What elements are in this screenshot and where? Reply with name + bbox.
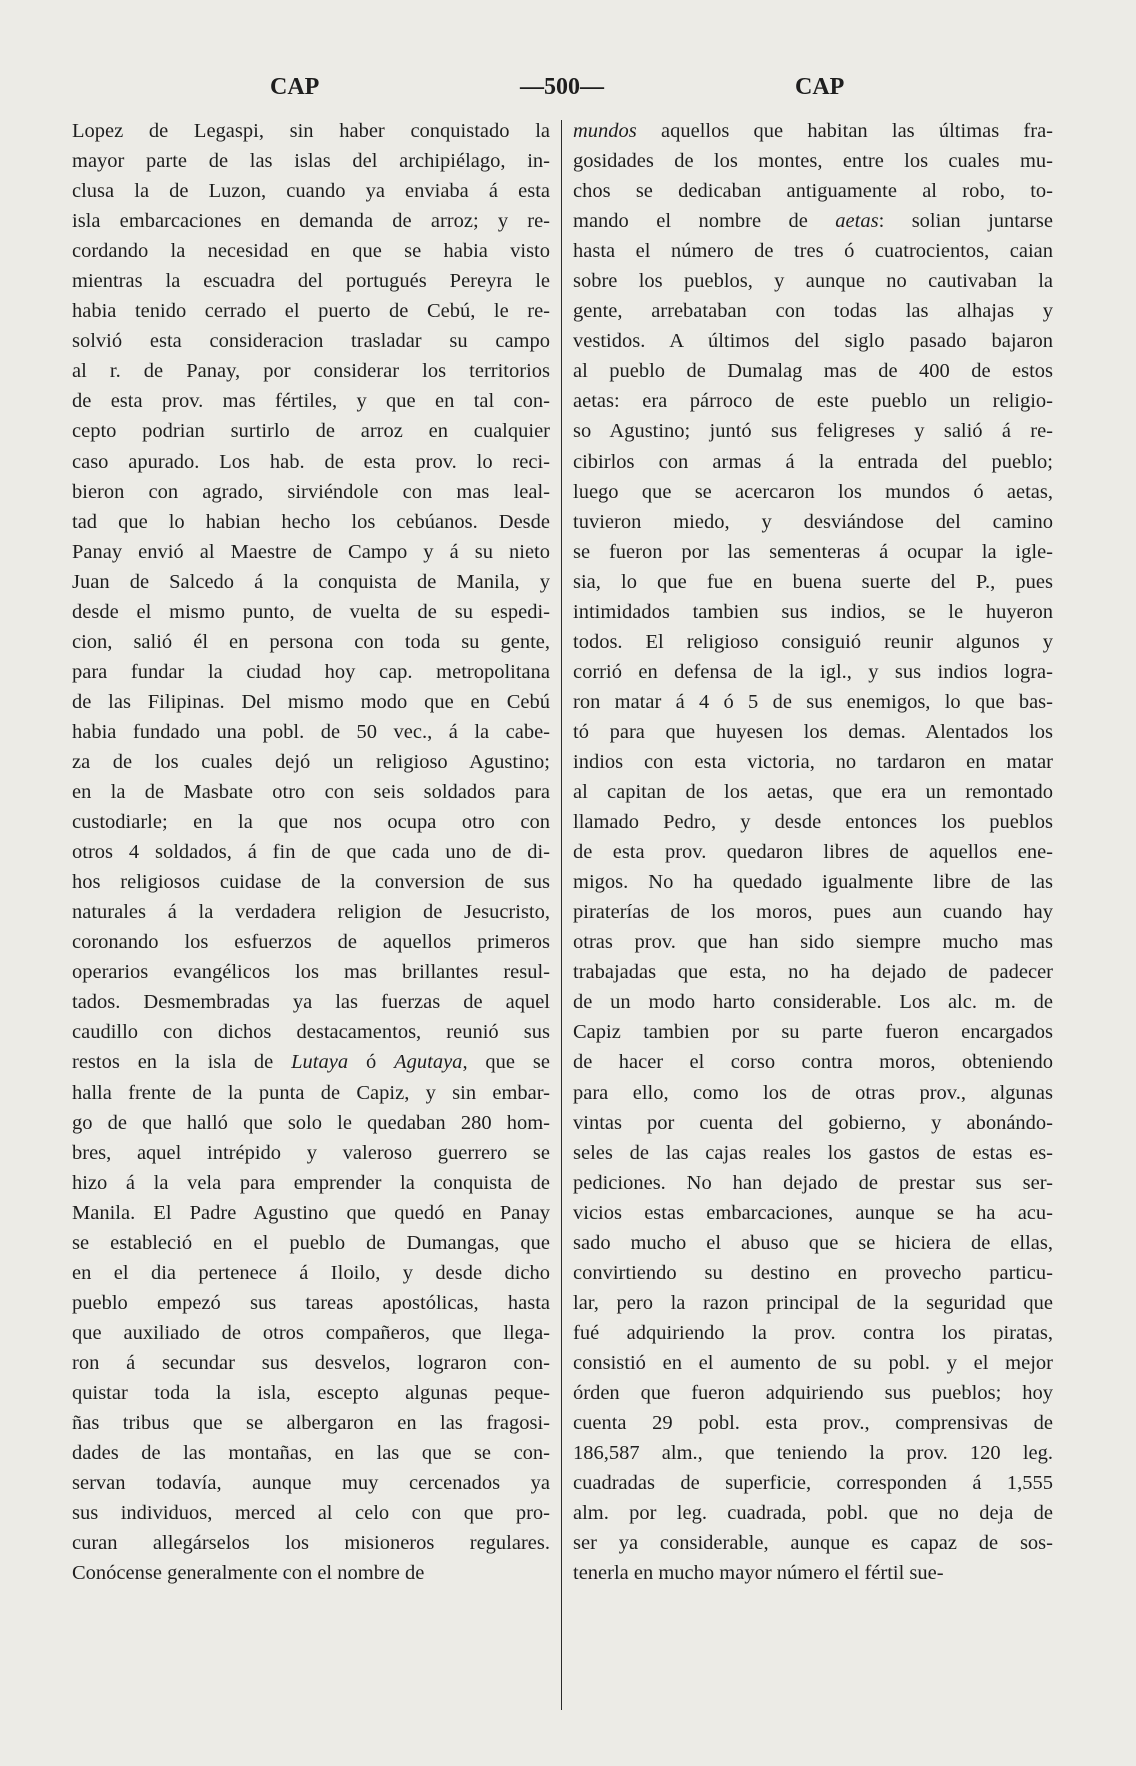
text-line: go de que halló que solo le quedaban 280 hom-	[72, 1111, 550, 1134]
text-line: hizo á la vela para emprender la conquista de	[72, 1171, 550, 1194]
text-line: convirtiendo su destino en provecho particu-	[573, 1261, 1053, 1284]
text-line: tuvieron miedo, y desviándose del camino	[573, 510, 1053, 533]
text-line: restos en la isla de Lutaya ó Agutaya, que se	[72, 1051, 550, 1074]
text-line: de esta prov. quedaron libres de aquellos ene-	[573, 841, 1053, 864]
text-line: otros 4 soldados, á fin de que cada uno de di-	[72, 841, 550, 864]
text-line: de esta prov. mas fértiles, y que en tal con-	[72, 390, 550, 413]
text-line: de las Filipinas. Del mismo modo que en Cebú	[72, 690, 550, 713]
text-line: tenerla en mucho mayor número el fértil sue-	[573, 1562, 944, 1585]
text-line: indios con esta victoria, no tardaron en matar	[573, 750, 1053, 773]
text-line: hasta el número de tres ó cuatrocientos, caian	[573, 240, 1053, 263]
text-line: coronando los esfuerzos de aquellos primeros	[72, 931, 550, 954]
text-line: bres, aquel intrépido y valeroso guerrero se	[72, 1141, 550, 1164]
text-line: naturales á la verdadera religion de Jesucristo,	[72, 901, 550, 924]
text-line: intimidados tambien sus indios, se le huyeron	[573, 600, 1053, 623]
text-line: corrió en defensa de la igl., y sus indios logra-	[573, 660, 1053, 683]
text-line: so Agustino; juntó sus feligreses y salió á re-	[573, 420, 1053, 443]
header-left-keyword: CAP	[270, 74, 320, 100]
text-line: ron á secundar sus desvelos, lograron con-	[72, 1351, 550, 1374]
text-line: za de los cuales dejó un religioso Agustino;	[72, 750, 550, 773]
text-line: custodiarle; en la que nos ocupa otro con	[72, 811, 550, 834]
text-line: al pueblo de Dumalag mas de 400 de estos	[573, 360, 1053, 383]
text-line: aetas: era párroco de este pueblo un religio-	[573, 390, 1053, 413]
text-line: órden que fueron adquiriendo sus pueblos; hoy	[573, 1381, 1053, 1404]
text-line: cuadradas de superficie, corresponden á 1,555	[573, 1472, 1053, 1495]
text-line: chos se dedicaban antiguamente al robo, to-	[573, 180, 1053, 203]
text-line: solvió esta consideracion trasladar su campo	[72, 330, 550, 353]
text-line: otras prov. que han sido siempre mucho mas	[573, 931, 1053, 954]
text-line: tados. Desmembradas ya las fuerzas de aquel	[72, 991, 550, 1014]
text-line: curan allegárselos los misioneros regulares.	[72, 1532, 550, 1555]
text-line: sado mucho el abuso que se hiciera de ellas,	[573, 1231, 1053, 1254]
text-line: cibirlos con armas á la entrada del pueblo;	[573, 450, 1053, 473]
text-line: alm. por leg. cuadrada, pobl. que no deja de	[573, 1502, 1053, 1525]
text-line: dades de las montañas, en las que se con-	[72, 1442, 550, 1465]
text-line: mando el nombre de aetas: solian juntarse	[573, 210, 1053, 233]
text-line: ñas tribus que se albergaron en las fragosi-	[72, 1412, 550, 1435]
text-line: migos. No ha quedado igualmente libre de las	[573, 871, 1053, 894]
text-line: todos. El religioso consiguió reunir algunos y	[573, 630, 1053, 653]
running-head	[0, 74, 1136, 104]
text-line: 186,587 alm., que teniendo la prov. 120 leg.	[573, 1442, 1053, 1465]
text-line: para fundar la ciudad hoy cap. metropolitana	[72, 660, 550, 683]
text-line: Juan de Salcedo á la conquista de Manila, y	[72, 570, 550, 593]
text-line: halla frente de la punta de Capiz, y sin embar-	[72, 1081, 550, 1104]
text-line: que auxiliado de otros compañeros, que llega-	[72, 1321, 550, 1344]
text-line: pueblo empezó sus tareas apostólicas, hasta	[72, 1291, 550, 1314]
text-line: habia tenido cerrado el puerto de Cebú, le re-	[72, 300, 550, 323]
text-line: sia, lo que fue en buena suerte del P., pues	[573, 570, 1053, 593]
text-line: para ello, como los de otras prov., algunas	[573, 1081, 1053, 1104]
text-line: mientras la escuadra del portugués Pereyra le	[72, 270, 550, 293]
text-line: de un modo harto considerable. Los alc. m. de	[573, 991, 1053, 1014]
text-line: tad que lo habian hecho los cebúanos. Desde	[72, 510, 550, 533]
text-line: llamado Pedro, y desde entonces los pueblos	[573, 811, 1053, 834]
text-line: ron matar á 4 ó 5 de sus enemigos, lo que bas-	[573, 690, 1053, 713]
column-divider	[561, 120, 562, 1710]
text-line: en la de Masbate otro con seis soldados para	[72, 781, 550, 804]
text-line: gente, arrebataban con todas las alhajas y	[573, 300, 1053, 323]
text-line: consistió en el aumento de su pobl. y el mejor	[573, 1351, 1053, 1374]
text-line: piraterías de los moros, pues aun cuando hay	[573, 901, 1053, 924]
text-line: mayor parte de las islas del archipiélago, in-	[72, 150, 550, 173]
text-line: cion, salió él en persona con toda su gente,	[72, 630, 550, 653]
text-line: lar, pero la razon principal de la seguridad que	[573, 1291, 1053, 1314]
right-text-column	[573, 116, 1053, 1588]
text-line: al r. de Panay, por considerar los territorios	[72, 360, 550, 383]
text-line: al capitan de los aetas, que era un remontado	[573, 781, 1053, 804]
text-line: fué adquiriendo la prov. contra los piratas,	[573, 1321, 1053, 1344]
text-line: cepto podrian surtirlo de arroz en cualquier	[72, 420, 550, 443]
text-line: ser ya considerable, aunque es capaz de sos-	[573, 1532, 1053, 1555]
text-line: Conócense generalmente con el nombre de	[72, 1562, 425, 1585]
text-line: clusa la de Luzon, cuando ya enviaba á esta	[72, 180, 550, 203]
text-line: mundos aquellos que habitan las últimas fra-	[573, 120, 1053, 142]
text-line: sus individuos, merced al celo con que pro-	[72, 1502, 550, 1525]
text-line: desde el mismo punto, de vuelta de su espedi-	[72, 600, 550, 623]
text-line: hos religiosos cuidase de la conversion de sus	[72, 871, 550, 894]
text-line: vestidos. A últimos del siglo pasado bajaron	[573, 330, 1053, 353]
text-line: Lopez de Legaspi, sin haber conquistado la	[72, 120, 550, 142]
text-line: isla embarcaciones en demanda de arroz; y re-	[72, 210, 550, 233]
page-number: —500—	[520, 74, 604, 100]
text-line: luego que se acercaron los mundos ó aetas,	[573, 480, 1053, 503]
text-line: caudillo con dichos destacamentos, reunió sus	[72, 1021, 550, 1044]
text-line: Capiz tambien por su parte fueron encargados	[573, 1021, 1053, 1044]
header-right-keyword: CAP	[795, 74, 845, 100]
text-line: trabajadas que esta, no ha dejado de padecer	[573, 961, 1053, 984]
text-line: habia fundado una pobl. de 50 vec., á la cabe-	[72, 720, 550, 743]
text-line: de hacer el corso contra moros, obteniendo	[573, 1051, 1053, 1074]
text-line: se fueron por las sementeras á ocupar la igle-	[573, 540, 1053, 563]
text-line: servan todavía, aunque muy cercenados ya	[72, 1472, 550, 1495]
text-line: tó para que huyesen los demas. Alentados los	[573, 720, 1053, 743]
text-line: cuenta 29 pobl. esta prov., comprensivas de	[573, 1412, 1053, 1435]
text-line: en el dia pertenece á Iloilo, y desde dicho	[72, 1261, 550, 1284]
text-line: bieron con agrado, sirviéndole con mas leal-	[72, 480, 550, 503]
left-text-column	[72, 116, 550, 1588]
text-line: gosidades de los montes, entre los cuales mu-	[573, 150, 1053, 173]
text-line: Manila. El Padre Agustino que quedó en Panay	[72, 1201, 550, 1224]
text-line: seles de las cajas reales los gastos de estas es-	[573, 1141, 1053, 1164]
text-line: se estableció en el pueblo de Dumangas, que	[72, 1231, 550, 1254]
text-line: vicios estas embarcaciones, aunque se ha acu-	[573, 1201, 1053, 1224]
text-line: cordando la necesidad en que se habia visto	[72, 240, 550, 263]
text-line: sobre los pueblos, y aunque no cautivaban la	[573, 270, 1053, 293]
text-line: caso apurado. Los hab. de esta prov. lo reci-	[72, 450, 550, 473]
text-line: vintas por cuenta del gobierno, y abonándo-	[573, 1111, 1053, 1134]
text-line: Panay envió al Maestre de Campo y á su nieto	[72, 540, 550, 563]
text-line: operarios evangélicos los mas brillantes resul-	[72, 961, 550, 984]
text-line: pediciones. No han dejado de prestar sus ser-	[573, 1171, 1053, 1194]
text-line: quistar toda la isla, escepto algunas peque-	[72, 1381, 550, 1404]
